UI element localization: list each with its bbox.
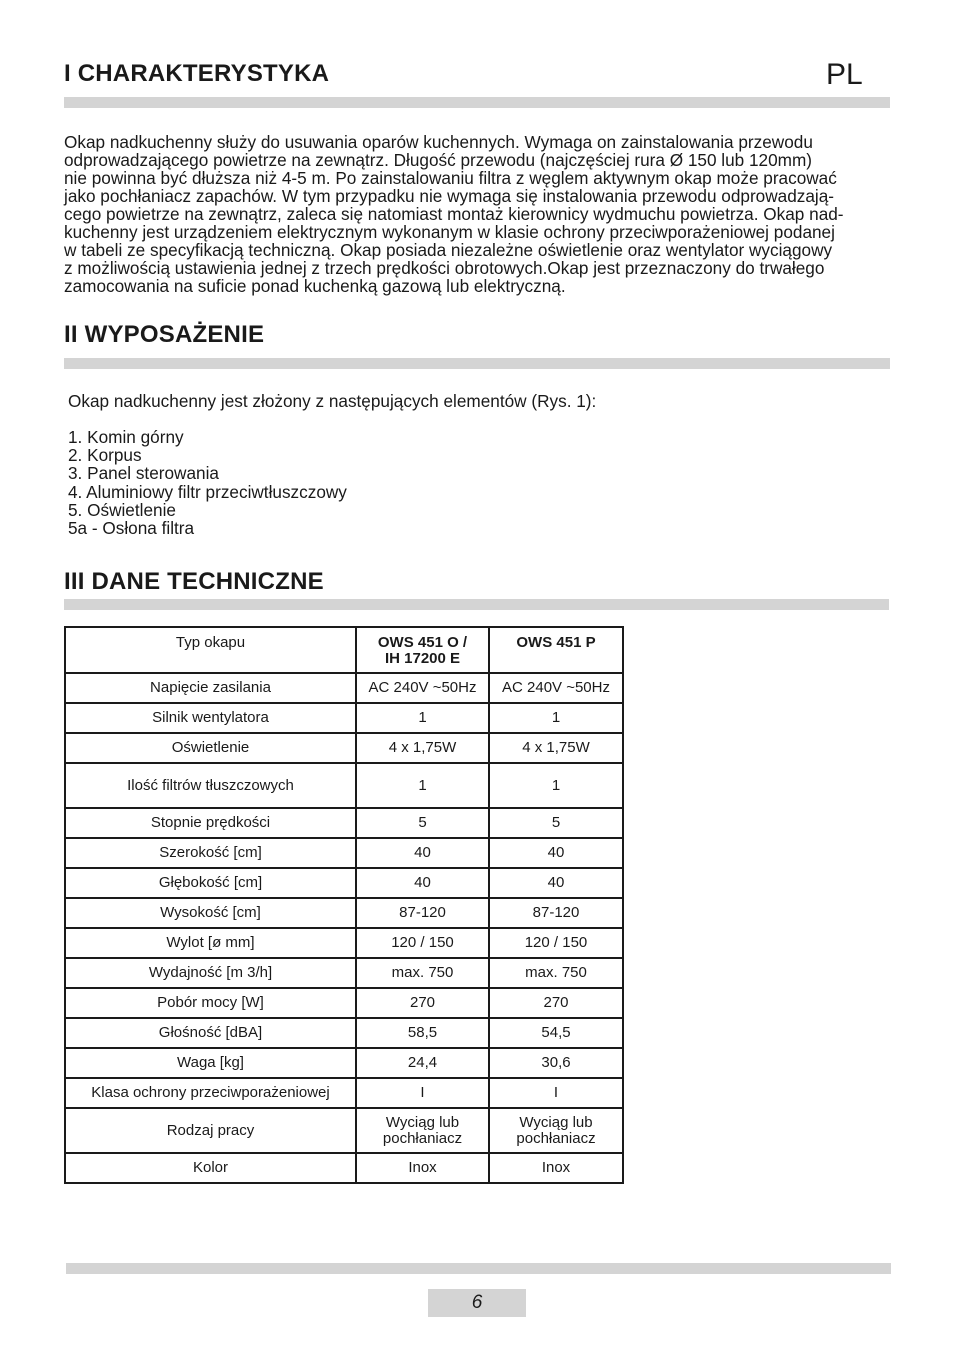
paragraph-line: w tabeli ze specyfikacją techniczną. Okap posiada niezależne oświetlenie oraz wentylator wyciągowy: [64, 240, 833, 260]
technical-data-table: [64, 626, 624, 1184]
table-cell: 87-120: [489, 898, 623, 928]
table-cell: 40: [356, 868, 489, 898]
table-cell: 270: [489, 988, 623, 1018]
table-cell: Klasa ochrony przeciwporażeniowej: [65, 1078, 356, 1108]
table-cell: 4 x 1,75W: [356, 733, 489, 763]
table-cell: 40: [489, 838, 623, 868]
table-cell: Waga [kg]: [65, 1048, 356, 1078]
table-header-row: [65, 627, 623, 673]
list-item: 5a - Osłona filtra: [68, 518, 195, 539]
table-cell: AC 240V ~50Hz: [356, 673, 489, 703]
table-row: [65, 988, 623, 1018]
table-row: [65, 958, 623, 988]
table-cell: Wyciąg lub pochłaniacz: [489, 1108, 623, 1153]
paragraph-line: z możliwością ustawienia jednej z trzech prędkości obrotowych.Okap jest przeznaczony do trwałego: [64, 258, 825, 278]
table-cell: Ilość filtrów tłuszczowych: [65, 763, 356, 808]
table-cell: Pobór mocy [W]: [65, 988, 356, 1018]
table-row: [65, 703, 623, 733]
table-cell: 120 / 150: [356, 928, 489, 958]
section-title-equipment: II WYPOSAŻENIE: [64, 321, 265, 348]
table-row: [65, 1108, 623, 1153]
table-row: [65, 1153, 623, 1183]
table-row: [65, 673, 623, 703]
table-cell: 4 x 1,75W: [489, 733, 623, 763]
header-cell: OWS 451 O / IH 17200 E: [356, 627, 489, 673]
section-divider: [64, 97, 890, 108]
table-cell: 5: [489, 808, 623, 838]
table-cell: Głębokość [cm]: [65, 868, 356, 898]
table-row: [65, 1018, 623, 1048]
footer-divider: [66, 1263, 891, 1274]
section-divider: [64, 358, 890, 369]
table-cell: 30,6: [489, 1048, 623, 1078]
table-cell: AC 240V ~50Hz: [489, 673, 623, 703]
table-cell: 270: [356, 988, 489, 1018]
table-cell: 1: [489, 763, 623, 808]
list-item: 2. Korpus: [68, 445, 142, 466]
table-cell: I: [356, 1078, 489, 1108]
equipment-intro: Okap nadkuchenny jest złożony z następujących elementów (Rys. 1):: [68, 391, 597, 411]
table-cell: Wysokość [cm]: [65, 898, 356, 928]
table-row: [65, 1078, 623, 1108]
list-item: 5. Oświetlenie: [68, 499, 176, 520]
table-row: [65, 733, 623, 763]
table-row: [65, 808, 623, 838]
table-cell: 40: [356, 838, 489, 868]
table-cell: max. 750: [489, 958, 623, 988]
table-row: [65, 868, 623, 898]
header-cell: Typ okapu: [65, 627, 356, 673]
table-cell: Rodzaj pracy: [65, 1108, 356, 1153]
table-cell: 54,5: [489, 1018, 623, 1048]
table-row: [65, 928, 623, 958]
table-cell: 1: [356, 703, 489, 733]
paragraph-line: zamocowania na suficie ponad kuchenką gazową lub elektryczną.: [64, 276, 566, 296]
paragraph-line: cego powietrze na zewnątrz, zaleca się natomiast montaż kierownicy wydmuchu powietrza. Okap nad-: [64, 204, 844, 224]
page-number: 6: [428, 1289, 526, 1317]
table-cell: Głośność [dBA]: [65, 1018, 356, 1048]
table-cell: 87-120: [356, 898, 489, 928]
paragraph-line: jako pochłaniacz zapachów. W tym przypadku nie wymaga się instalowania przewodu odprowadzają-: [64, 186, 835, 206]
table-cell: Napięcie zasilania: [65, 673, 356, 703]
table-row: [65, 763, 623, 808]
table-cell: Silnik wentylatora: [65, 703, 356, 733]
table-cell: Stopnie prędkości: [65, 808, 356, 838]
section-title-technical-data: III DANE TECHNICZNE: [64, 568, 324, 595]
table-cell: max. 750: [356, 958, 489, 988]
list-item: 1. Komin górny: [68, 427, 184, 447]
table-cell: Wyciąg lub pochłaniacz: [356, 1108, 489, 1153]
table-row: [65, 838, 623, 868]
table-cell: 40: [489, 868, 623, 898]
table-cell: 5: [356, 808, 489, 838]
table-cell: 24,4: [356, 1048, 489, 1078]
table-row: [65, 898, 623, 928]
table-cell: Inox: [356, 1153, 489, 1183]
table-row: [65, 1048, 623, 1078]
section-title-characteristics: I CHARAKTERYSTYKA: [64, 60, 330, 87]
table-cell: 1: [489, 703, 623, 733]
language-label: PL: [826, 58, 863, 91]
list-item: 3. Panel sterowania: [68, 463, 219, 484]
section-divider: [64, 599, 889, 610]
table-cell: Kolor: [65, 1153, 356, 1183]
table-cell: Wydajność [m 3/h]: [65, 958, 356, 988]
paragraph-line: Okap nadkuchenny służy do usuwania oparów kuchennych. Wymaga on zainstalowania przewodu: [64, 132, 813, 152]
equipment-list: [68, 428, 347, 537]
table-cell: I: [489, 1078, 623, 1108]
table-cell: Inox: [489, 1153, 623, 1183]
paragraph-line: nie powinna być dłuższa niż 4-5 m. Po zainstalowaniu filtra z węglem aktywnym okap może pracować: [64, 168, 837, 188]
table-cell: 120 / 150: [489, 928, 623, 958]
paragraph-line: kuchenny jest urządzeniem elektrycznym wykonanym w klasie ochrony przeciwporażeniowej podanej: [64, 222, 835, 242]
table-cell: Oświetlenie: [65, 733, 356, 763]
paragraph-line: odprowadzającego powietrze na zewnątrz. Długość przewodu (najczęściej rura Ø 150 lub 120mm): [64, 150, 813, 170]
table-cell: 58,5: [356, 1018, 489, 1048]
list-item: 4. Aluminiowy filtr przeciwtłuszczowy: [68, 481, 347, 502]
table-cell: Szerokość [cm]: [65, 838, 356, 868]
characteristics-paragraph: [64, 133, 844, 295]
table-cell: Wylot [ø mm]: [65, 928, 356, 958]
table-cell: 1: [356, 763, 489, 808]
header-cell: OWS 451 P: [489, 627, 623, 673]
